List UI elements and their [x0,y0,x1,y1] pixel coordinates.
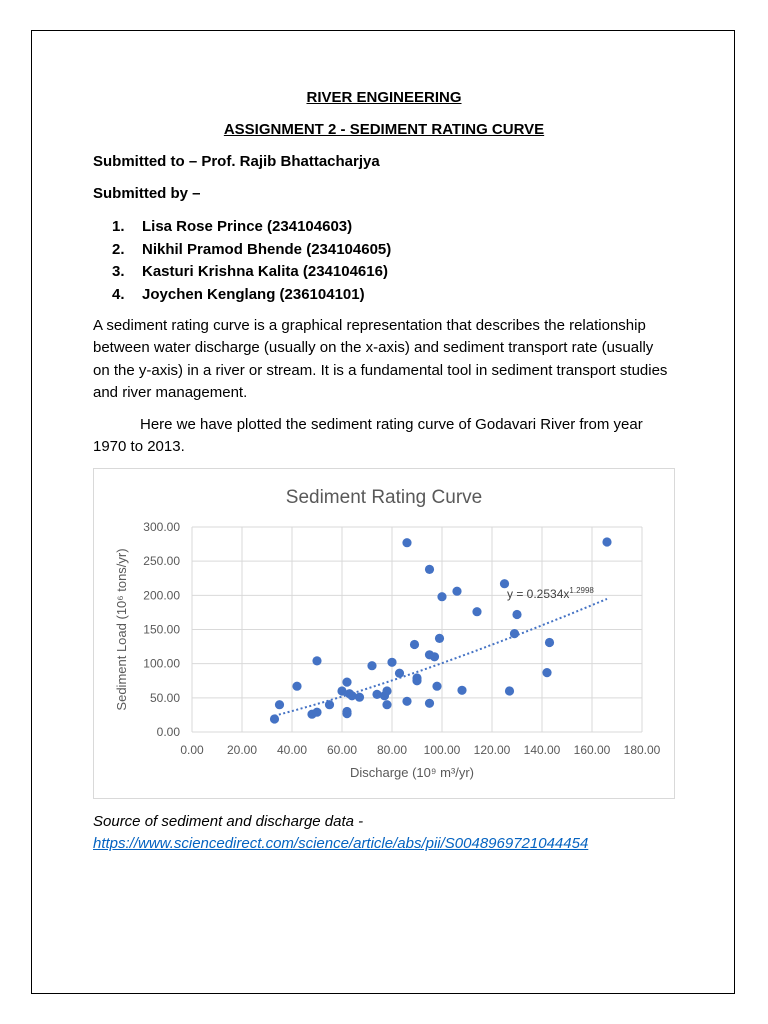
member-name: Joychen Kenglang (236104101) [142,285,365,303]
paragraph-definition: A sediment rating curve is a graphical representation that describes the relationship between water discharge (usually on the x-axis) and sediment transport rate (usually on the y-axis) in a river or stream. It is a fundamental tool in sediment transport studies and river management. [93,317,668,401]
x-tick-label: 180.00 [623,743,661,757]
x-tick-label: 80.00 [376,743,408,757]
y-axis-label: Sediment Load (10⁶ tons/yr) [114,548,129,711]
data-point [402,697,411,706]
y-tick-label: 300.00 [143,520,180,534]
gridlines [192,527,642,732]
x-tick-label: 0.00 [180,743,204,757]
x-tick-label: 100.00 [423,743,461,757]
y-tick-label: 50.00 [149,690,180,705]
source-link[interactable]: https://www.sciencedirect.com/science/article/abs/pii/S0048969721044454 [93,835,589,852]
data-point [425,565,434,574]
trendline-equation [507,586,594,601]
list-item [112,239,391,262]
data-point [367,661,376,670]
chart-container [93,468,675,799]
data-point [342,678,351,687]
trendline-equation-base: y = 0.2534x [507,587,570,602]
x-axis-label: Discharge (10⁹ m³/yr) [349,765,475,780]
data-point [312,708,321,717]
data-point [602,537,611,546]
data-point [437,592,446,601]
data-point [452,587,461,596]
data-point [512,610,521,619]
data-point [270,714,279,723]
data-points [270,537,612,723]
data-point [430,652,439,661]
trendline-exponent: 1.2998 [569,586,594,596]
data-point [432,682,441,691]
data-point [425,699,434,708]
data-point [275,700,284,709]
data-point [355,693,364,702]
submitted-by: Submitted by – [93,185,201,202]
y-tick-label: 250.00 [143,554,180,569]
data-point [382,700,391,709]
x-tick-label: 140.00 [523,743,561,757]
data-point [412,676,421,685]
submitted-to: Submitted to – Prof. Rajib Bhattacharjya [93,153,380,170]
data-point [382,686,391,695]
data-point [387,658,396,667]
data-point [510,629,519,638]
data-point [325,700,334,709]
chart-title: Sediment Rating Curve [285,487,483,508]
list-item [112,216,391,239]
data-point [312,656,321,665]
data-point [542,668,551,677]
list-number: 4. [112,285,125,303]
data-point [402,538,411,547]
data-point [292,682,301,691]
y-tick-label: 150.00 [143,622,180,637]
list-number: 2. [112,240,125,258]
scatter-chart [94,469,674,798]
data-point [410,640,419,649]
list-number: 1. [112,218,125,235]
data-point [435,634,444,643]
member-name: Nikhil Pramod Bhende (234104605) [142,240,392,258]
data-point [342,709,351,718]
list-number: 3. [112,263,125,280]
y-tick-label: 200.00 [143,588,180,603]
assignment-title: ASSIGNMENT 2 - SEDIMENT RATING CURVE [223,121,545,138]
member-list [112,216,391,306]
data-point [457,686,466,695]
x-tick-label: 160.00 [573,743,611,757]
source-label: Source of sediment and discharge data - [93,813,364,830]
paragraph-description: Here we have plotted the sediment rating curve of Godavari River from year 1970 to 2013. [93,416,643,456]
y-tick-label: 100.00 [143,656,180,671]
x-tick-label: 60.00 [326,743,358,757]
y-tick-label: 0.00 [156,725,180,739]
x-tick-label: 120.00 [473,743,511,757]
list-item [112,261,391,284]
data-point [395,669,404,678]
x-tick-label: 20.00 [226,743,258,757]
tick-labels [143,520,660,757]
data-point [545,638,554,647]
data-point [472,607,481,616]
list-item [112,284,391,307]
member-name: Kasturi Krishna Kalita (234104616) [142,263,388,280]
course-title: RIVER ENGINEERING [306,89,462,106]
x-tick-label: 40.00 [276,743,308,757]
data-point [505,686,514,695]
member-name: Lisa Rose Prince (234104603) [142,218,353,235]
